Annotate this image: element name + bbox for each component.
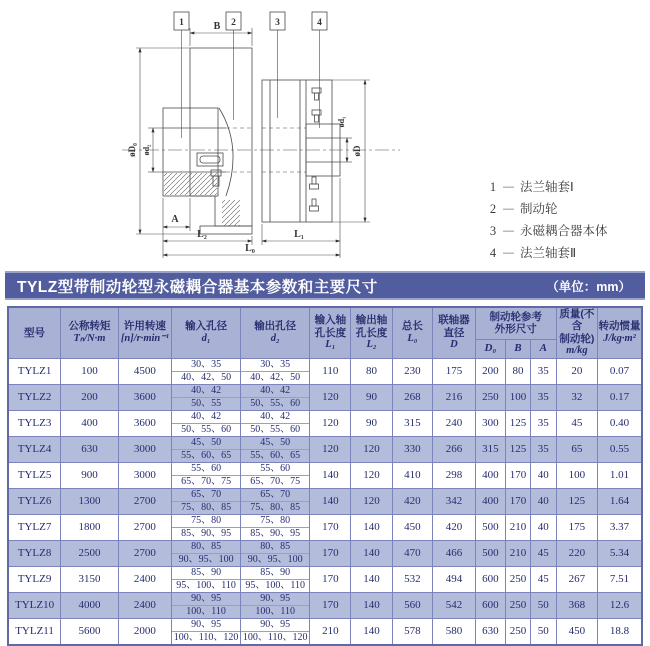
dimension-A	[163, 198, 190, 258]
cell-D: 298	[433, 462, 475, 488]
table-row	[8, 410, 642, 436]
cell-mass: 100	[556, 462, 597, 488]
cell-speed: 3000	[118, 436, 171, 462]
cell-model: TYLZ1	[8, 358, 61, 384]
cell-A: 35	[530, 358, 556, 384]
callout-3	[270, 12, 285, 118]
cell-D0: 315	[475, 436, 505, 462]
cell-L1: 140	[310, 462, 351, 488]
table-row	[8, 436, 642, 462]
cell-model: TYLZ5	[8, 462, 61, 488]
cell-D0: 250	[475, 384, 505, 410]
cell-speed: 3600	[118, 384, 171, 410]
cell-mass: 45	[556, 410, 597, 436]
cell-d1: 55、60 65、70、75	[172, 462, 241, 488]
cell-mass: 20	[556, 358, 597, 384]
table-row	[8, 462, 642, 488]
cell-L0: 230	[392, 358, 433, 384]
table-body	[8, 358, 642, 645]
legend-dash: —	[503, 203, 514, 215]
cell-torque: 3150	[61, 566, 119, 592]
cell-A: 45	[530, 540, 556, 566]
cell-model: TYLZ9	[8, 566, 61, 592]
unit-note: （单位：mm）	[546, 279, 631, 294]
cell-model: TYLZ8	[8, 540, 61, 566]
cell-D0: 400	[475, 462, 505, 488]
cell-A: 35	[530, 410, 556, 436]
table-row	[8, 384, 642, 410]
cell-L1: 120	[310, 436, 351, 462]
cell-L0: 450	[392, 514, 433, 540]
cell-d2: 40、42 50、55、60	[241, 410, 310, 436]
cell-d1: 40、42 50、55	[172, 384, 241, 410]
cell-inertia: 0.17	[598, 384, 643, 410]
cell-speed: 2400	[118, 592, 171, 618]
page-title: TYLZ型带制动轮型永磁耦合器基本参数和主要尺寸	[17, 278, 378, 296]
dimension-L2	[163, 229, 252, 245]
legend-dash: —	[503, 225, 514, 237]
cell-B: 250	[506, 592, 531, 618]
cell-torque: 630	[61, 436, 119, 462]
cell-mass: 368	[556, 592, 597, 618]
cell-L1: 110	[310, 358, 351, 384]
cell-A: 40	[530, 514, 556, 540]
cell-B: 100	[506, 384, 531, 410]
cell-B: 250	[506, 566, 531, 592]
header-D0: D₀	[475, 339, 505, 358]
cell-mass: 220	[556, 540, 597, 566]
svg-text:øD: øD	[352, 145, 362, 157]
cell-speed: 2700	[118, 540, 171, 566]
cell-D0: 600	[475, 566, 505, 592]
cell-mass: 267	[556, 566, 597, 592]
cell-B: 125	[506, 410, 531, 436]
svg-text:3: 3	[275, 18, 280, 28]
cell-A: 35	[530, 384, 556, 410]
cell-model: TYLZ6	[8, 488, 61, 514]
cell-D: 466	[433, 540, 475, 566]
cell-inertia: 0.07	[598, 358, 643, 384]
cell-speed: 3600	[118, 410, 171, 436]
cell-D: 175	[433, 358, 475, 384]
cell-torque: 4000	[61, 592, 119, 618]
cell-torque: 200	[61, 384, 119, 410]
cell-torque: 400	[61, 410, 119, 436]
cell-inertia: 0.55	[598, 436, 643, 462]
header-L1: 输入轴 孔长度 L₁	[310, 307, 351, 358]
cell-inertia: 7.51	[598, 566, 643, 592]
cell-speed: 3000	[118, 462, 171, 488]
cell-L2: 140	[351, 514, 392, 540]
table-row	[8, 592, 642, 618]
cell-A: 40	[530, 488, 556, 514]
cell-L0: 410	[392, 462, 433, 488]
header-L2: 输出轴 孔长度 L₂	[351, 307, 392, 358]
table-row	[8, 514, 642, 540]
header-torque: 公称转矩 Tₙ/N·m	[61, 307, 119, 358]
cell-torque: 900	[61, 462, 119, 488]
dimension-d1	[337, 116, 352, 162]
header-output-bore: 输出孔径 d₂	[241, 307, 310, 358]
cell-model: TYLZ3	[8, 410, 61, 436]
cell-A: 45	[530, 566, 556, 592]
cell-model: TYLZ7	[8, 514, 61, 540]
cell-mass: 125	[556, 488, 597, 514]
svg-text:L₀: L₀	[245, 243, 255, 254]
parameter-table	[7, 306, 643, 646]
cell-L0: 532	[392, 566, 433, 592]
cell-L0: 315	[392, 410, 433, 436]
legend-label: 永磁耦合器本体	[520, 224, 608, 238]
cell-L1: 120	[310, 384, 351, 410]
svg-text:B: B	[213, 21, 221, 32]
cell-L0: 420	[392, 488, 433, 514]
cell-d1: 45、50 55、60、65	[172, 436, 241, 462]
cell-B: 125	[506, 436, 531, 462]
dimension-D0	[127, 48, 200, 234]
cell-d1: 90、95 100、110	[172, 592, 241, 618]
cell-d2: 75、80 85、90、95	[241, 514, 310, 540]
legend-dash: —	[503, 181, 514, 193]
cell-d1: 40、42 50、55、60	[172, 410, 241, 436]
cell-B: 210	[506, 540, 531, 566]
cell-speed: 2700	[118, 488, 171, 514]
cell-d2: 45、50 55、60、65	[241, 436, 310, 462]
legend-item: 2 — 制动轮	[487, 198, 608, 220]
cell-model: TYLZ4	[8, 436, 61, 462]
callout-1	[174, 12, 189, 138]
cell-d2: 55、60 65、70、75	[241, 462, 310, 488]
legend-item: 3 — 永磁耦合器本体	[487, 220, 608, 242]
header-A: A	[530, 339, 556, 358]
cell-model: TYLZ10	[8, 592, 61, 618]
callout-4	[312, 12, 327, 128]
cell-D: 240	[433, 410, 475, 436]
cell-inertia: 3.37	[598, 514, 643, 540]
cell-D: 580	[433, 618, 475, 645]
cell-speed: 2400	[118, 566, 171, 592]
cell-A: 50	[530, 618, 556, 645]
cell-d1: 80、85 90、95、100	[172, 540, 241, 566]
cell-B: 250	[506, 618, 531, 645]
cell-mass: 175	[556, 514, 597, 540]
cell-model: TYLZ11	[8, 618, 61, 645]
cell-D0: 630	[475, 618, 505, 645]
cell-d2: 65、70 75、80、85	[241, 488, 310, 514]
cell-D: 342	[433, 488, 475, 514]
cell-d2: 40、42 50、55、60	[241, 384, 310, 410]
cell-inertia: 5.34	[598, 540, 643, 566]
cell-L2: 80	[351, 358, 392, 384]
dimension-L0	[163, 243, 340, 255]
brake-wheel-assembly	[163, 48, 252, 234]
cell-speed: 2000	[118, 618, 171, 645]
table-row	[8, 488, 642, 514]
section-title-banner	[5, 271, 645, 300]
table-row	[8, 358, 642, 384]
header-inertia: 转动惯量 J/kg·m²	[598, 307, 643, 358]
dimension-D	[332, 80, 370, 222]
svg-text:L₂: L₂	[197, 229, 207, 240]
legend-item: 1 — 法兰轴套Ⅰ	[487, 176, 608, 198]
parts-legend	[487, 176, 608, 264]
cell-L2: 120	[351, 436, 392, 462]
cell-L0: 560	[392, 592, 433, 618]
cell-d1: 75、80 85、90、95	[172, 514, 241, 540]
svg-text:ød₁: ød₁	[337, 116, 346, 128]
header-brake-wheel-group: 制动轮参考 外形尺寸	[475, 307, 556, 339]
legend-item: 4 — 法兰轴套Ⅱ	[487, 242, 608, 264]
cell-torque: 5600	[61, 618, 119, 645]
table-row	[8, 540, 642, 566]
header-speed: 许用转速 [n]/r·min⁻¹	[118, 307, 171, 358]
cell-D0: 200	[475, 358, 505, 384]
cell-D0: 500	[475, 540, 505, 566]
table-header	[8, 307, 642, 358]
table-row	[8, 618, 642, 645]
header-D: 联轴器 直径 D	[433, 307, 475, 358]
cell-d1: 90、95 100、110、120	[172, 618, 241, 645]
cell-torque: 100	[61, 358, 119, 384]
cell-A: 50	[530, 592, 556, 618]
svg-text:2: 2	[231, 18, 236, 28]
cell-L2: 120	[351, 462, 392, 488]
svg-text:ød₂: ød₂	[142, 144, 151, 156]
cell-d2: 90、95 100、110、120	[241, 618, 310, 645]
cell-L2: 120	[351, 488, 392, 514]
cell-D0: 600	[475, 592, 505, 618]
cell-L0: 330	[392, 436, 433, 462]
cell-D: 494	[433, 566, 475, 592]
header-mass: 质量(不含 制动轮) m/kg	[556, 307, 597, 358]
svg-text:L₁: L₁	[294, 229, 304, 240]
cell-L1: 170	[310, 514, 351, 540]
cell-L2: 140	[351, 618, 392, 645]
technical-drawing-area	[0, 0, 650, 270]
magnet-coupler-assembly	[262, 80, 340, 222]
cell-D: 542	[433, 592, 475, 618]
cell-L1: 120	[310, 410, 351, 436]
cell-B: 170	[506, 462, 531, 488]
cell-mass: 450	[556, 618, 597, 645]
cell-d2: 90、95 100、110	[241, 592, 310, 618]
cell-L2: 140	[351, 566, 392, 592]
cell-L1: 170	[310, 592, 351, 618]
cell-L0: 268	[392, 384, 433, 410]
cell-L1: 170	[310, 540, 351, 566]
cell-L1: 170	[310, 566, 351, 592]
cell-d2: 85、90 95、100、110	[241, 566, 310, 592]
callout-2	[226, 12, 241, 120]
cell-L1: 140	[310, 488, 351, 514]
cell-mass: 32	[556, 384, 597, 410]
table-row	[8, 566, 642, 592]
cell-A: 35	[530, 436, 556, 462]
cell-D0: 400	[475, 488, 505, 514]
cell-inertia: 1.01	[598, 462, 643, 488]
cell-torque: 2500	[61, 540, 119, 566]
cell-inertia: 18.8	[598, 618, 643, 645]
cell-L2: 140	[351, 592, 392, 618]
svg-text:A: A	[171, 214, 179, 225]
cell-D: 216	[433, 384, 475, 410]
cell-A: 40	[530, 462, 556, 488]
cell-B: 170	[506, 488, 531, 514]
cell-inertia: 12.6	[598, 592, 643, 618]
cell-d1: 85、90 95、100、110	[172, 566, 241, 592]
dimension-B	[190, 21, 252, 46]
cell-L1: 210	[310, 618, 351, 645]
cell-D0: 500	[475, 514, 505, 540]
legend-label: 法兰轴套Ⅱ	[520, 246, 577, 260]
cell-inertia: 1.64	[598, 488, 643, 514]
cell-d1: 30、35 40、42、50	[172, 358, 241, 384]
cell-model: TYLZ2	[8, 384, 61, 410]
legend-dash: —	[503, 247, 514, 259]
cell-d1: 65、70 75、80、85	[172, 488, 241, 514]
cell-torque: 1800	[61, 514, 119, 540]
cell-d2: 30、35 40、42、50	[241, 358, 310, 384]
legend-label: 制动轮	[520, 202, 558, 216]
cell-D: 420	[433, 514, 475, 540]
cell-L2: 90	[351, 384, 392, 410]
cell-speed: 4500	[118, 358, 171, 384]
legend-label: 法兰轴套Ⅰ	[520, 180, 574, 194]
cell-inertia: 0.40	[598, 410, 643, 436]
cell-L0: 470	[392, 540, 433, 566]
cell-L2: 90	[351, 410, 392, 436]
cell-D0: 300	[475, 410, 505, 436]
cell-speed: 2700	[118, 514, 171, 540]
cell-d2: 80、85 90、95、100	[241, 540, 310, 566]
cell-mass: 65	[556, 436, 597, 462]
svg-text:4: 4	[317, 18, 322, 28]
cell-B: 210	[506, 514, 531, 540]
header-L0: 总长 L₀	[392, 307, 433, 358]
cell-B: 80	[506, 358, 531, 384]
cell-L2: 140	[351, 540, 392, 566]
header-B: B	[506, 339, 531, 358]
cell-torque: 1300	[61, 488, 119, 514]
cell-L0: 578	[392, 618, 433, 645]
header-model: 型号	[8, 307, 61, 358]
dimension-L1	[262, 178, 340, 258]
svg-text:øD₀: øD₀	[127, 143, 137, 157]
cell-D: 266	[433, 436, 475, 462]
svg-text:1: 1	[179, 18, 184, 28]
header-input-bore: 输入孔径 d₁	[172, 307, 241, 358]
